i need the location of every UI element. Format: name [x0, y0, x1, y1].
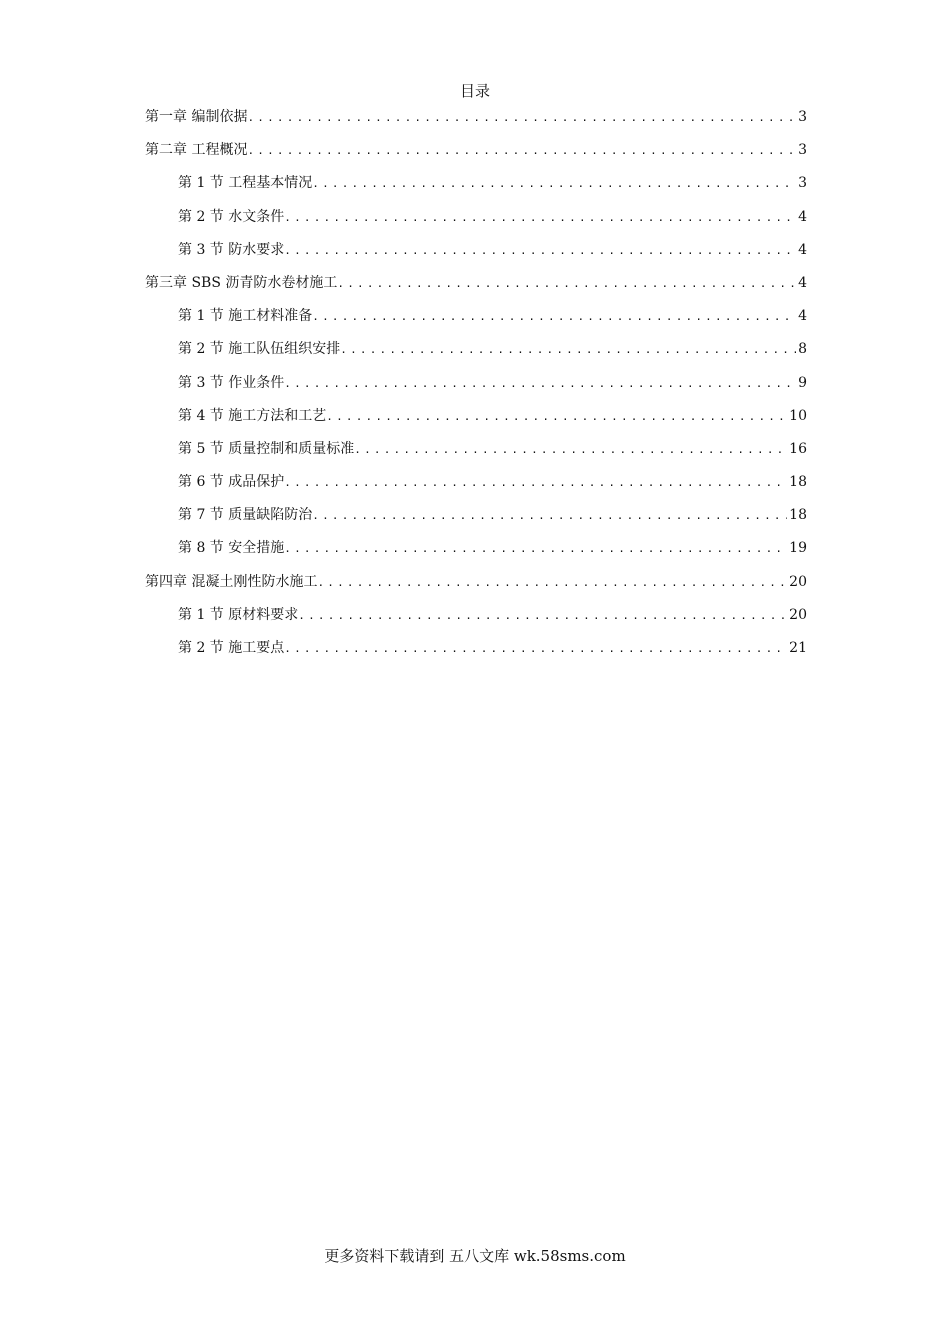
toc-page-number: 16	[789, 440, 807, 457]
toc-page-number: 4	[798, 208, 807, 225]
toc-page-number: 3	[798, 142, 807, 159]
toc-dot-leader	[284, 638, 787, 660]
toc-entry[interactable]	[145, 106, 807, 139]
toc-entry-label: 第 7 节 质量缺陷防治	[178, 507, 313, 524]
toc-entry-label: 第 6 节 成品保护	[178, 474, 285, 491]
toc-entry[interactable]	[145, 372, 807, 405]
toc-page-number: 3	[798, 109, 807, 125]
toc-dot-leader	[284, 373, 796, 395]
toc-entry-label: 第四章 混凝土刚性防水施工	[145, 573, 318, 590]
toc-dot-leader	[247, 140, 796, 162]
toc-entry[interactable]	[145, 504, 807, 537]
toc-entry[interactable]	[145, 272, 807, 305]
toc-page-number: 21	[789, 640, 807, 656]
toc-entry[interactable]	[145, 172, 807, 205]
toc-page-number: 4	[798, 308, 807, 325]
toc-entry-label: 第 3 节 防水要求	[178, 241, 285, 258]
toc-entry-label: 第 2 节 施工队伍组织安排	[178, 341, 341, 358]
toc-page-number: 9	[798, 374, 807, 391]
toc-entry[interactable]	[145, 604, 807, 637]
toc-dot-leader	[337, 273, 796, 295]
toc-entry-label: 第一章 编制依据	[145, 109, 248, 125]
toc-page-number: 4	[798, 241, 807, 258]
toc-entry[interactable]	[145, 438, 807, 471]
toc-entry-label: 第三章 SBS 沥青防水卷材施工	[145, 274, 338, 291]
toc-dot-leader	[284, 240, 796, 262]
toc-entry-label: 第 5 节 质量控制和质量标准	[178, 440, 355, 457]
footer-text: 更多资料下载请到 五八文库 wk.58sms.com	[324, 1247, 626, 1265]
toc-page-number: 10	[789, 407, 807, 424]
toc-entry[interactable]	[145, 206, 807, 239]
table-of-contents	[145, 106, 807, 670]
toc-dot-leader	[284, 207, 796, 229]
toc-entry-label: 第 1 节 原材料要求	[178, 606, 299, 623]
toc-entry-label: 第二章 工程概况	[145, 142, 248, 159]
toc-dot-leader	[354, 439, 787, 461]
toc-page-number: 3	[798, 175, 807, 192]
toc-entry-label: 第 1 节 工程基本情况	[178, 175, 313, 192]
toc-dot-leader	[284, 472, 787, 494]
toc-entry[interactable]	[145, 571, 807, 604]
toc-dot-leader	[312, 505, 787, 527]
toc-entry[interactable]	[145, 139, 807, 172]
toc-entry[interactable]	[145, 637, 807, 670]
toc-dot-leader	[317, 572, 787, 594]
toc-entry[interactable]	[145, 405, 807, 438]
toc-page-number: 8	[798, 341, 807, 358]
toc-dot-leader	[312, 173, 796, 195]
toc-entry[interactable]	[145, 471, 807, 504]
toc-page-number: 18	[789, 474, 807, 491]
toc-page-number: 20	[789, 606, 807, 623]
toc-dot-leader	[298, 605, 787, 627]
toc-title: 目录	[459, 82, 490, 100]
toc-dot-leader	[284, 538, 787, 560]
toc-entry-label: 第 1 节 施工材料准备	[178, 308, 313, 325]
toc-dot-leader	[326, 406, 787, 428]
toc-entry-label: 第 8 节 安全措施	[178, 540, 285, 557]
toc-entry-label: 第 2 节 水文条件	[178, 208, 285, 225]
toc-page-number: 19	[789, 540, 807, 557]
toc-dot-leader	[340, 339, 796, 361]
toc-page-number: 20	[789, 573, 807, 590]
toc-page-number: 18	[789, 507, 807, 524]
toc-entry[interactable]	[145, 338, 807, 371]
toc-dot-leader	[247, 107, 796, 129]
toc-entry[interactable]	[145, 239, 807, 272]
toc-page-number: 4	[798, 274, 807, 291]
toc-entry-label: 第 2 节 施工要点	[178, 640, 285, 656]
toc-entry[interactable]	[145, 305, 807, 338]
toc-entry[interactable]	[145, 537, 807, 570]
toc-entry-label: 第 3 节 作业条件	[178, 374, 285, 391]
toc-dot-leader	[312, 306, 796, 328]
toc-entry-label: 第 4 节 施工方法和工艺	[178, 407, 327, 424]
